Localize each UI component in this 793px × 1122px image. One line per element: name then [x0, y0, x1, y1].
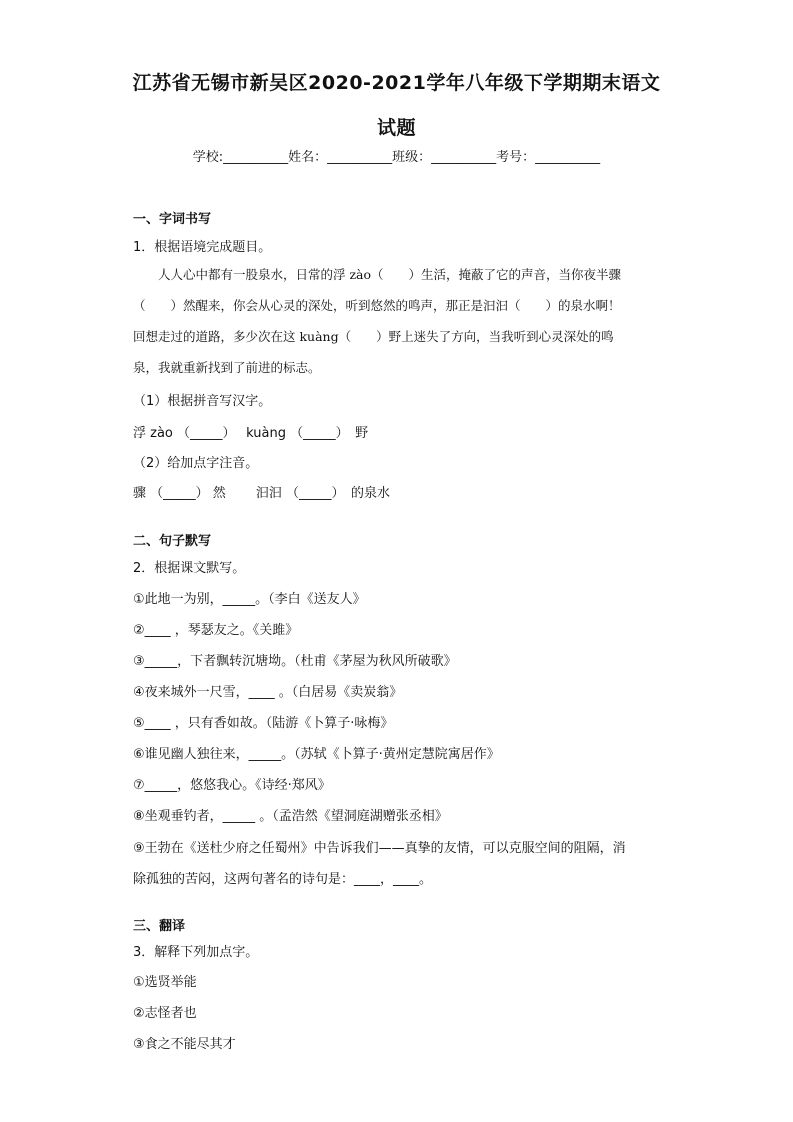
recitation-item: ④夜来城外一尺雪，____ 。（白居易《卖炭翁》 [133, 685, 403, 700]
question-1-sub-1: （1）根据拼音写汉字。 [133, 394, 272, 409]
recitation-item: ⑨王勃在《送杜少府之任蜀州》中告诉我们——真挚的友情，可以克服空间的阻隔，消 [133, 841, 626, 856]
translation-item: ①选贤举能 [133, 975, 197, 990]
recitation-item: ⑥谁见幽人独往来，_____。（苏轼《卜算子·黄州定慧院寓居作》 [133, 747, 500, 762]
passage-line-3: 回想走过的道路，多少次在这 kuàng（ ）野上迷失了方向，当我听到心灵深处的鸣 [133, 329, 614, 344]
section-2-heading: 二、句子默写 [133, 534, 212, 549]
translation-item: ③食之不能尽其才 [133, 1037, 236, 1052]
exam-title-line2: 试题 [376, 117, 416, 139]
translation-item: ②志怪者也 [133, 1006, 197, 1021]
section-1-heading: 一、字词书写 [133, 212, 212, 227]
recitation-item: ②____ ，琴瑟友之。《关雎》 [133, 623, 299, 638]
question-1-sub-2: （2）给加点字注音。 [133, 456, 259, 471]
section-3-heading: 三、翻译 [133, 919, 186, 934]
question-1-sub-2-answer: 骤 （_____） 然 汩汩 （_____） 的泉水 [133, 486, 391, 501]
recitation-item: ①此地一为别，_____。（李白《送友人》 [133, 592, 366, 607]
passage-line-1: 人人心中都有一股泉水，日常的浮 zào（ ）生活，掩蔽了它的声音，当你夜半骤 [133, 267, 622, 282]
question-1-stem: 1．根据语境完成题目。 [133, 240, 272, 255]
recitation-item: ⑤____ ，只有香如故。（陆游《卜算子·咏梅》 [133, 716, 394, 731]
recitation-item: ③_____，下者飘转沉塘坳。（杜甫《茅屋为秋风所破歌》 [133, 654, 457, 669]
question-2-stem: 2．根据课文默写。 [133, 561, 246, 576]
student-info-line: 学校:__________姓名：__________班级：__________考号：__________ [192, 150, 601, 165]
recitation-item: 除孤独的苦闷，这两句著名的诗句是：____，____。 [133, 872, 433, 887]
recitation-item: ⑦_____，悠悠我心。《诗经·郑风》 [133, 778, 331, 793]
exam-title-line1: 江苏省无锡市新吴区2020-2021学年八年级下学期期末语文 [132, 72, 661, 94]
recitation-item: ⑧坐观垂钓者，_____ 。（孟浩然《望洞庭湖赠张丞相》 [133, 809, 448, 824]
question-3-stem: 3．解释下列加点字。 [133, 945, 259, 960]
passage-line-4: 泉，我就重新找到了前进的标志。 [133, 360, 321, 375]
passage-line-2: （ ）然醒来，你会从心灵的深处，听到悠然的鸣声，那正是汩汩（ ）的泉水啊！ [133, 298, 621, 313]
question-1-sub-1-answer: 浮 zào （_____） kuàng （_____） 野 [133, 426, 369, 441]
